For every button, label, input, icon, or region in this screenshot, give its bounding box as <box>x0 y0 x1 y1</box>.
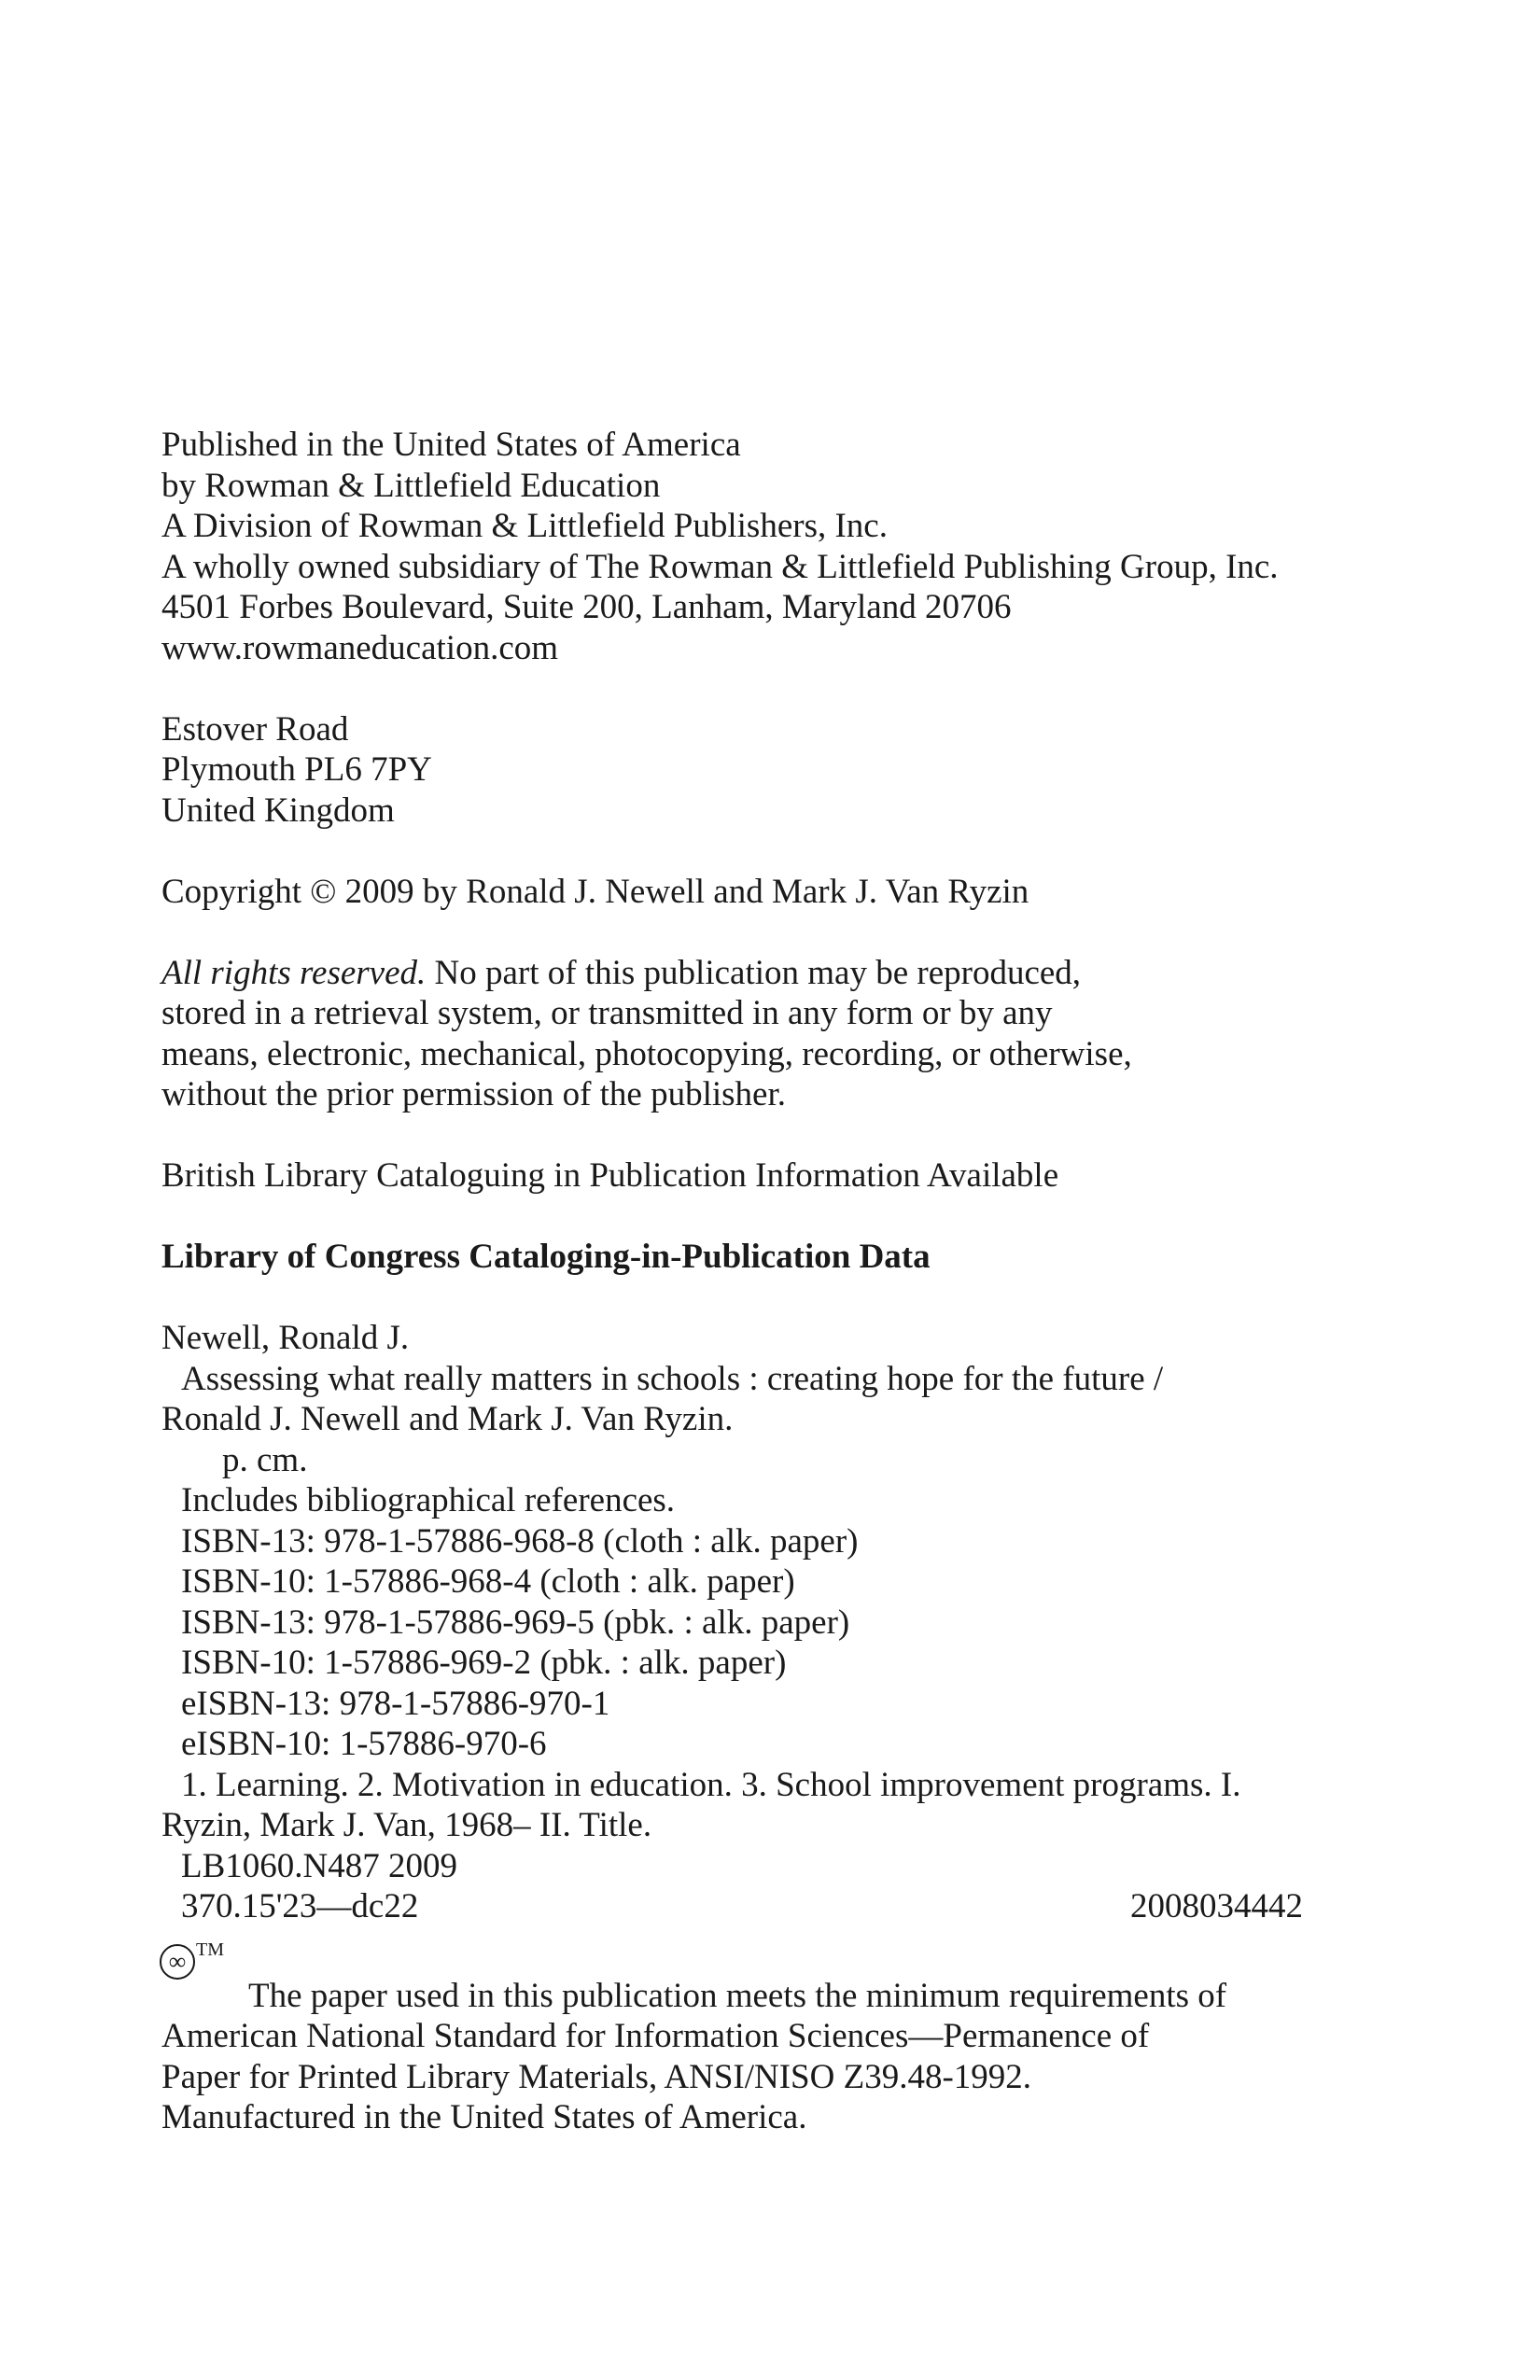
cip-subjects-continued: Ryzin, Mark J. Van, 1968– II. Title. <box>161 1806 652 1844</box>
rights-line-rest: No part of this publication may be reproduced, <box>426 953 1082 992</box>
cip-call-number: LB1060.N487 2009 <box>181 1846 457 1885</box>
spacer <box>161 831 1319 872</box>
cip-title: Assessing what really matters in schools : creating hope for the future / <box>181 1359 1164 1398</box>
cip-dewey: 370.15'23—dc22 <box>181 1887 419 1925</box>
publisher-line: Published in the United States of America <box>161 426 741 464</box>
cip-isbn: ISBN-10: 1-57886-969-2 (pbk. : alk. paper) <box>181 1644 787 1682</box>
cip-subjects: 1. Learning. 2. Motivation in education. 3. School improvement programs. I. <box>181 1765 1241 1804</box>
british-library-notice: British Library Cataloguing in Publication Information Available <box>161 1156 1059 1195</box>
rights-block <box>161 953 1319 1115</box>
cip-entry: Includes bibliographical references. <box>181 1481 676 1519</box>
cip-isbn: ISBN-10: 1-57886-968-4 (cloth : alk. paper) <box>181 1562 795 1601</box>
spacer <box>161 1927 1319 1976</box>
publisher-line: A Division of Rowman & Littlefield Publishers, Inc. <box>161 507 888 545</box>
permanence-line: American National Standard for Information Sciences—Permanence of <box>161 2017 1150 2055</box>
permanence-block <box>161 1939 1319 2138</box>
uk-address-line: Plymouth PL6 7PY <box>161 750 432 789</box>
trademark-mark: TM <box>196 1939 224 1960</box>
uk-address-block <box>161 709 1319 832</box>
spacer <box>161 1278 1319 1319</box>
cip-pcm: p. cm. <box>222 1440 308 1479</box>
publisher-line: by Rowman & Littlefield Education <box>161 466 661 505</box>
publisher-block <box>161 425 1319 668</box>
publisher-address: 4501 Forbes Boulevard, Suite 200, Lanham, Maryland 20706 <box>161 588 1012 626</box>
uk-address-line: United Kingdom <box>161 791 395 830</box>
copyright-notice: Copyright © 2009 by Ronald J. Newell and Mark J. Van Ryzin <box>161 872 1029 911</box>
copyright-page <box>161 425 1319 2138</box>
cip-eisbn: eISBN-10: 1-57886-970-6 <box>181 1725 547 1763</box>
cip-isbn: ISBN-13: 978-1-57886-969-5 (pbk. : alk. paper) <box>181 1603 850 1642</box>
spacer <box>161 912 1319 953</box>
rights-line: without the prior permission of the publisher. <box>161 1075 786 1113</box>
spacer <box>161 1115 1319 1156</box>
rights-line: means, electronic, mechanical, photocopying, recording, or otherwise, <box>161 1034 1132 1073</box>
permanence-line: The paper used in this publication meets the minimum requirements of <box>248 1976 1227 2015</box>
cip-classification-row <box>161 1886 1303 1927</box>
spacer <box>161 668 1319 709</box>
infinity-icon: ∞ <box>160 1944 195 1980</box>
cip-block <box>161 1318 1319 1927</box>
cip-author: Newell, Ronald J. <box>161 1319 410 1357</box>
cip-isbn: ISBN-13: 978-1-57886-968-8 (cloth : alk. paper) <box>181 1521 859 1561</box>
cip-lccn: 2008034442 <box>1130 1887 1303 1925</box>
cip-title-continued: Ronald J. Newell and Mark J. Van Ryzin. <box>161 1400 734 1438</box>
rights-line <box>161 953 1319 994</box>
loc-heading: Library of Congress Cataloging-in-Publication Data <box>161 1238 931 1276</box>
rights-line: stored in a retrieval system, or transmitted in any form or by any <box>161 994 1053 1032</box>
manufactured-notice: Manufactured in the United States of America. <box>161 2098 807 2136</box>
cip-eisbn: eISBN-13: 978-1-57886-970-1 <box>181 1684 610 1723</box>
publisher-website: www.rowmaneducation.com <box>161 628 559 667</box>
permanence-symbol <box>160 1939 224 1980</box>
rights-lead: All rights reserved. <box>161 953 427 992</box>
publisher-line: A wholly owned subsidiary of The Rowman & Littlefield Publishing Group, Inc. <box>161 547 1279 586</box>
uk-address-line: Estover Road <box>161 709 349 749</box>
permanence-line: Paper for Printed Library Materials, ANSI/NISO Z39.48-1992. <box>161 2057 1032 2096</box>
spacer <box>161 1197 1319 1238</box>
